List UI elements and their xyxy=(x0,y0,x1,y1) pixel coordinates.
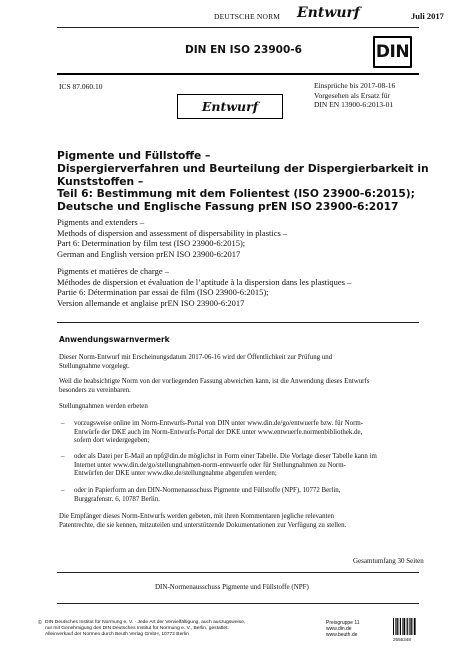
beuth-link[interactable]: www.beuth.de xyxy=(326,632,358,638)
copyright-icon: © xyxy=(38,620,42,626)
list-item-line: oder in Papierform an den DIN-Normenausschuss Pigmente und Füllstoffe (NPF), 10772 Berlin, xyxy=(74,487,341,494)
footer-line: Alleinverkauf der Normen durch Beuth Verlag GmbH, 10772 Berlin xyxy=(45,632,189,637)
din-link[interactable]: www.din.de xyxy=(326,626,352,632)
title-en-line: German and English version prEN ISO 23900-6:2017 xyxy=(57,248,241,259)
paragraph-line: Dieser Norm-Entwurf mit Erscheinungsdatum 2017-06-16 wird der Öffentlichkeit zur Prüfung und xyxy=(59,354,333,361)
ersatz-line: Einsprüche bis 2017-08-16 xyxy=(314,81,396,90)
list-item-line: Burggrafenstr. 6, 10787 Berlin. xyxy=(74,495,160,503)
warning-heading: Anwendungswarnvermerk xyxy=(59,335,170,344)
title-de-line: Dispergierverfahren und Beurteilung der Dispergierbarkeit in xyxy=(57,161,429,175)
entwurf-label: Entwurf xyxy=(297,5,360,21)
footer-copyright xyxy=(45,620,245,638)
committee-name: DIN-Normenausschuss Pigmente und Füllstoffe (NPF) xyxy=(155,583,309,591)
footer-line: DIN Deutsches Institut für Normung e. V. · Jede Art der Vervielfältigung, auch auszugsweise, xyxy=(45,620,246,625)
warning-paragraph xyxy=(59,403,419,412)
title-de-line: Kunststoffen – xyxy=(57,174,144,188)
document-number: DIN EN ISO 23900-6 xyxy=(185,44,302,56)
paragraph-line: Stellungnahme vorgelegt. xyxy=(59,362,130,370)
warning-paragraph xyxy=(59,513,419,530)
title-de-line: Teil 6: Bestimmung mit dem Folientest (ISO 23900-6:2015); xyxy=(57,187,415,201)
paragraph-line: Patentrechte, die sie kennen, mitzuteilen und unterstützende Dokumentationen zur Verfügung zu stellen. xyxy=(59,521,347,529)
page-header xyxy=(0,0,466,28)
norm-label: DEUTSCHE NORM xyxy=(214,12,281,21)
ersatz-line: DIN EN 13900-6:2013-01 xyxy=(314,100,394,109)
list-item-line: Entwürfen der DKE unter www.dke.de/stellungnahme abgerufen werden; xyxy=(74,470,277,478)
title-en-line: Methods of dispersion and assessment of dispersability in plastics – xyxy=(57,227,288,238)
title-fr-line: Pigments et matières de charge – xyxy=(57,266,169,276)
title-fr-line: Version allemande et anglaise prEN ISO 23900-6:2017 xyxy=(57,297,245,308)
price-group: Preisgruppe 11 xyxy=(326,620,360,626)
list-item-line: vorzugsweise online im Norm-Entwurfs-Portal von DIN unter www.din.de/go/entwuerfe bzw. für Norm- xyxy=(74,420,364,427)
paragraph-line: besonders zu vereinbaren. xyxy=(59,386,131,394)
warning-divider xyxy=(57,322,419,323)
paragraph-line: Weil die beabsichtigte Norm von der vorliegenden Fassung abweichen kann, ist die Anwendung dieses Entwurfs xyxy=(59,378,370,385)
ersatz-line: Vorgesehen als Ersatz für xyxy=(314,90,391,100)
ics-code: ICS 87.060.10 xyxy=(59,82,103,91)
total-pages: Gesamtumfang 30 Seiten xyxy=(353,557,424,565)
warning-paragraph xyxy=(59,378,419,395)
footer-divider xyxy=(57,603,419,604)
barcode-icon xyxy=(393,618,416,635)
title-en-line: Part 6: Determination by film test (ISO 23900-6:2015); xyxy=(57,238,246,248)
entwurf-box: Entwurf xyxy=(177,94,283,119)
header-divider xyxy=(57,27,419,28)
list-item-line: Entwürfe der DKE auch im Norm-Entwurfs-Portal der DKE unter www.entwuerfe.normenbibliothek.de, xyxy=(74,428,363,436)
footer-price-info xyxy=(326,620,360,638)
committee-divider xyxy=(57,572,419,573)
paragraph-line: Die Empfänger dieses Norm-Entwurfs werden gebeten, mit ihren Kommentaren jegliche relevanten xyxy=(59,513,334,520)
title-en-line: Pigments and extenders – xyxy=(57,217,145,227)
title-fr-line: Méthodes de dispersion et évaluation de l’aptitude à la dispersion dans les plastiques – xyxy=(57,276,352,287)
title-french xyxy=(57,266,427,308)
title-divider xyxy=(57,73,419,75)
warning-paragraph xyxy=(59,354,419,371)
bullet-dash: – xyxy=(61,453,65,460)
title-english xyxy=(57,217,427,259)
replacement-info xyxy=(314,81,395,110)
footer-line: nur mit Genehmigung des DIN Deutsches Institut für Normung e. V., Berlin, gestattet. xyxy=(45,626,229,631)
bullet-dash: – xyxy=(61,420,65,427)
publication-date: Juli 2017 xyxy=(411,11,444,21)
paragraph-line: Stellungnahmen werden erbeten xyxy=(59,403,148,410)
title-de-line: Deutsche und Englische Fassung prEN ISO 23900-6:2017 xyxy=(57,200,399,214)
din-logo: DIN xyxy=(373,36,412,68)
barcode-number: 2655348 xyxy=(393,637,411,642)
bullet-dash: – xyxy=(61,487,65,494)
title-german xyxy=(57,150,427,214)
list-item-line: Internet unter www.din.de/go/stellungnahmen-norm-entwuerfe oder für Stellungnahmen zu Norm- xyxy=(74,461,346,469)
title-de-line: Pigmente und Füllstoffe – xyxy=(57,149,211,162)
title-fr-line: Partie 6: Détermination par essai de film (ISO 23900-6:2015); xyxy=(57,287,269,297)
list-item-line: sofern dort wiedergegeben; xyxy=(74,437,150,445)
list-item-line: oder als Datei per E-Mail an npf@din.de möglichst in Form einer Tabelle. Die Vorlage dieser Tabelle kann im xyxy=(74,453,377,460)
